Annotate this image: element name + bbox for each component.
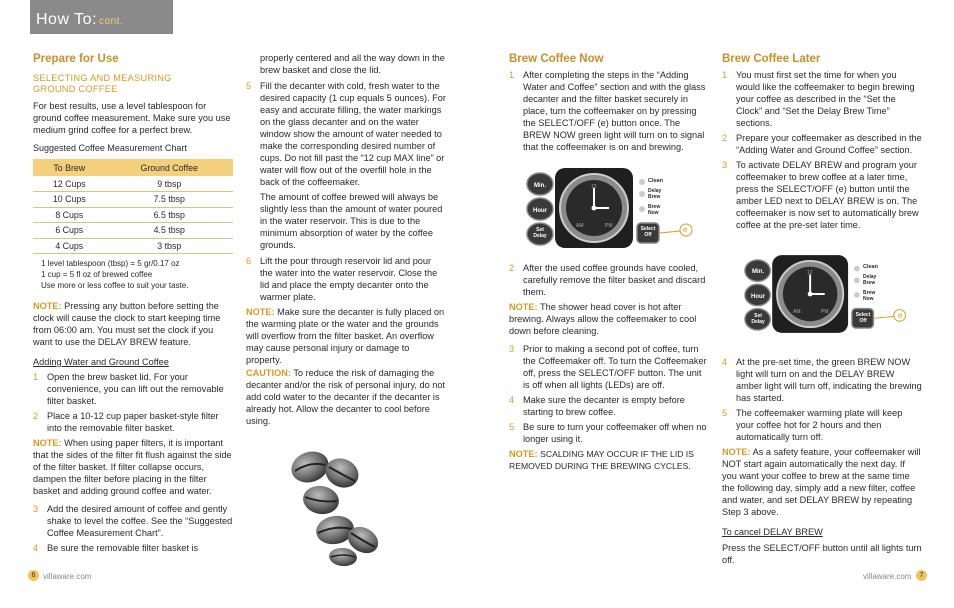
right-column-1 [509, 52, 709, 156]
table-cell: 8 Cups [33, 207, 106, 223]
note-text: As a safety feature, your coffeemaker will NOT start again automatically the next day. If you want your coffee to brew at the same time the following day, simply add a new filter, coffee and water, and set DELAY BREW by repeating Step 3 above. [722, 447, 921, 517]
list-item [509, 421, 709, 445]
step-text: Prior to making a second pot of coffee, turn the Coffeemaker off. To turn the Coffeemaker off, press the SELECT/OFF button. The unit is off when all lights (LEDs) are off. [523, 344, 707, 390]
clock-pm: PM [821, 309, 829, 315]
delay-brew-led-label: Delay Brew [648, 188, 662, 200]
list-item [509, 69, 709, 153]
set-delay-button-label: Set Delay [751, 313, 765, 325]
note-safety [722, 446, 922, 518]
min-button-label: Min. [752, 269, 764, 275]
step-number: 5 [722, 408, 728, 418]
brew-now-led [854, 292, 860, 298]
note-shower-head [509, 301, 709, 337]
step-text: Prepare your coffeemaker as described in the “Adding Water and Ground Coffee” section. [736, 133, 922, 155]
list-item [722, 356, 922, 404]
step-text: Add the desired amount of coffee and gently shake to level the coffee. See the “Suggested Coffee Measurement Chart”. [47, 504, 233, 538]
step-number: 3 [33, 504, 39, 514]
step-number: 5 [509, 422, 515, 432]
table-cell: 3 tbsp [106, 238, 233, 254]
footer-site-left: villaware.com [43, 572, 92, 581]
list-item [246, 255, 446, 303]
step-text: To activate DELAY BREW and program your coffeemaker to brew coffee at a later time, press the SELECT/OFF (e) button until the amber LED next to DELAY BREW is on. The coffeemaker is now set to automatically brew coffee at the pre-set later time. [736, 160, 919, 230]
step-number: 6 [246, 256, 252, 266]
adding-steps-list-2 [33, 503, 233, 554]
chart-title: Suggested Coffee Measurement Chart [33, 143, 187, 153]
caution-decanter [246, 367, 446, 427]
clock-am: AM [576, 223, 584, 229]
table-header-cell: Ground Coffee [106, 159, 233, 176]
min-button-label: Min. [534, 183, 546, 189]
left-column-2 [246, 52, 446, 427]
adding-steps-list [33, 371, 233, 434]
list-item [33, 410, 233, 434]
step-text: Be sure to turn your coffeemaker off when no longer using it. [523, 422, 707, 444]
step-text: Make sure the decanter is empty before starting to brew coffee. [523, 395, 685, 417]
footer-site-right: villaware.com [863, 572, 912, 581]
step-text: Be sure the removable filter basket is [47, 543, 199, 553]
set-delay-button-label: Set Delay [533, 227, 547, 239]
clean-led [639, 179, 645, 185]
coffee-bean [328, 547, 357, 567]
clean-led-label: Clean [863, 264, 878, 270]
table-cell: 6.5 tbsp [106, 207, 233, 223]
step-number: 3 [722, 160, 728, 170]
step-number: 2 [33, 411, 39, 421]
adding-water-title: Adding Water and Ground Coffee [33, 357, 169, 367]
cancel-delay-title: To cancel DELAY BREW [722, 527, 823, 537]
note-text: Pressing any button before setting the clock will cause the clock to start keeping time from 06:00 am. You must set the clock if you want to use the DELAY BREW feature. [33, 301, 221, 347]
hour-button-label: Hour [533, 208, 547, 214]
list-item [722, 407, 922, 443]
right-column-1-bottom [509, 262, 709, 472]
list-item [509, 394, 709, 418]
delay-brew-led [639, 191, 645, 197]
table-cell: 4 Cups [33, 238, 106, 254]
clock-pm: PM [605, 223, 613, 229]
table-row [33, 238, 233, 254]
footnote: 1 cup = 5 fl oz of brewed coffee [41, 270, 153, 279]
step-number: 4 [33, 543, 39, 553]
brew-now-steps [509, 69, 709, 153]
page-number-left: 6 [28, 570, 39, 581]
step-text: You must first set the time for when you would like the coffeemaker to begin brewing your coffee as described in the “Set the Clock” and “Set the Delay Brew Time” sections. [736, 70, 915, 128]
coffee-beans-image [285, 445, 395, 570]
table-cell: 6 Cups [33, 223, 106, 239]
table-row [33, 176, 233, 192]
right-column-2 [722, 52, 922, 234]
table-row [33, 207, 233, 223]
hour-button-label: Hour [751, 294, 765, 300]
brew-now-led-label: Brew Now [648, 204, 661, 216]
delay-brew-led [854, 277, 860, 283]
step-number: 2 [509, 263, 515, 273]
step5-extra: The amount of coffee brewed will always be slightly less than the amount of water poured in the water reservoir. This is due to the minimum absorption of water by the coffee grounds. [260, 192, 443, 250]
list-item [722, 132, 922, 156]
left-column-1 [33, 52, 233, 557]
list-item [33, 371, 233, 407]
clock-am: AM [793, 309, 801, 315]
brew-later-steps [722, 69, 922, 231]
right-column-2-bottom [722, 356, 922, 566]
coffee-bean [301, 483, 341, 517]
note-text: Make sure the decanter is fully placed on the warming plate or the water and the grounds will overflow from the filter basket. An overflow may cause personal injury or damage to property. [246, 307, 445, 365]
list-item [33, 542, 233, 554]
page-banner [30, 0, 173, 34]
step-text: Place a 10-12 cup paper basket-style filter into the removable filter basket. [47, 411, 219, 433]
note-text: The shower head cover is hot after brewing. Always allow the coffeemaker to cool down before cleaning. [509, 302, 697, 336]
step-text: The coffeemaker warming plate will keep your coffee hot for 2 hours and then automatically turn off. [736, 408, 903, 442]
coffee-bean [287, 446, 333, 487]
note-scalding [509, 448, 709, 472]
callout-e: e [898, 311, 903, 320]
list-item [509, 262, 709, 298]
note-clock [33, 300, 233, 348]
step-text: After completing the steps in the “Adding Water and Coffee” section and with the glass decanter and the filter basket securely in place, turn the coffeemaker on by pressing the SELECT/OFF (e) button once. The BREW NOW green light will turn on to signal that the coffeemaker is on and brewing. [523, 70, 706, 152]
clock-twelve: 12 [807, 270, 813, 276]
brew-now-steps-2 [509, 262, 709, 298]
list-item [722, 159, 922, 231]
step-number: 1 [722, 70, 728, 80]
note-label: NOTE: [33, 438, 62, 448]
clock-twelve: 12 [591, 184, 597, 190]
table-row [33, 192, 233, 208]
brew-now-led [639, 206, 645, 212]
control-panel-illustration [743, 254, 923, 334]
step-text: After the used coffee grounds have cooled, carefully remove the filter basket and discard them. [523, 263, 706, 297]
footnote: Use more or less coffee to suit your taste. [41, 281, 189, 290]
table-header-row [33, 159, 233, 176]
section-title-prepare: Prepare for Use [33, 53, 119, 65]
step-number: 5 [246, 81, 252, 91]
table-header-cell: To Brew [33, 159, 106, 176]
note-label: NOTE: [33, 301, 62, 311]
brew-later-steps-2 [722, 356, 922, 443]
list-item [722, 69, 922, 129]
table-cell: 9 tbsp [106, 176, 233, 192]
step-number: 4 [722, 357, 728, 367]
footnote: 1 level tablespoon (tbsp) = 5 gr/0.17 oz [41, 259, 180, 268]
note-decanter [246, 306, 446, 366]
note-label: NOTE: [246, 307, 275, 317]
clean-led [854, 266, 860, 272]
coffee-measurement-table [33, 159, 233, 254]
step-text: At the pre-set time, the green BREW NOW light will turn on and the DELAY BREW amber light will turn off, indicating the brewing has started. [736, 357, 922, 403]
clean-led-label: Clean [648, 178, 663, 184]
step4-continuation: properly centered and all the way down in the brew basket and close the lid. [260, 53, 445, 75]
step-number: 1 [33, 372, 39, 382]
note-label: NOTE: [509, 302, 538, 312]
subheading-selecting: SELECTING AND MEASURING GROUND COFFEE [33, 73, 172, 94]
callout-e: e [683, 225, 688, 234]
list-item [33, 503, 233, 539]
caution-label: CAUTION: [246, 368, 291, 378]
table-footnotes [33, 258, 233, 291]
step-number: 4 [509, 395, 515, 405]
table-cell: 4.5 tbsp [106, 223, 233, 239]
table-row [33, 223, 233, 239]
step-number: 3 [509, 344, 515, 354]
note-label: NOTE: [722, 447, 751, 457]
table-cell: 7.5 tbsp [106, 192, 233, 208]
note-paper-filters [33, 437, 233, 497]
list-item [509, 343, 709, 391]
note-text: SCALDING MAY OCCUR IF THE LID IS REMOVED DURING THE BREWING CYCLES. [509, 449, 694, 471]
page-number-right: 7 [916, 570, 927, 581]
step-text: Lift the pour through reservoir lid and pour the water into the water reservoir. Close the lid and place the empty decanter onto the warmer plate. [260, 256, 438, 302]
intro-paragraph: For best results, use a level tablespoon for ground coffee measurement. Make sure you use medium grind coffee for a perfect brew. [33, 101, 231, 135]
banner-title [36, 11, 123, 31]
step-text: Open the brew basket lid. For your convenience, you can lift out the removable filter basket. [47, 372, 224, 406]
select-off-button-label: Select Off [855, 312, 871, 324]
note-label: NOTE: [509, 449, 538, 459]
control-panel-brew-now [525, 168, 710, 251]
section-title-brew-later: Brew Coffee Later [722, 53, 821, 65]
step-text: Fill the decanter with cold, fresh water to the desired capacity (1 cup equals 5 ounces). For easy and accurate filling, the water markings on the glass decanter and on the water window show the amount of water needed to make the corresponding desired number of cups. Do not fill past the “12 cup MAX line” or water will flow out of the overfill hole in the back of the coffeemaker. [260, 81, 446, 187]
table-cell: 10 Cups [33, 192, 106, 208]
table-cell: 12 Cups [33, 176, 106, 192]
control-panel-illustration [525, 168, 710, 248]
banner-title-suffix: cont. [99, 16, 124, 27]
adding-steps-list-4 [246, 255, 446, 303]
delay-brew-led-label: Delay Brew [863, 274, 877, 286]
note-text: When using paper filters, it is important that the sides of the filter fit flush against the side of the filter basket. If filter collapse occurs, dampen the filter before placing in the filter basket and adding ground coffee and water. [33, 438, 232, 496]
brew-now-steps-3 [509, 343, 709, 445]
select-off-button-label: Select Off [640, 226, 656, 238]
caution-text: To reduce the risk of damaging the decanter and/or the risk of personal injury, do not add cold water to the decanter if the decanter is already hot. Allow the decanter to cool before using. [246, 368, 446, 426]
cancel-delay-text: Press the SELECT/OFF button until all lights turn off. [722, 543, 922, 565]
step-number: 1 [509, 70, 515, 80]
banner-title-text: How To: [36, 11, 98, 28]
list-item [246, 80, 446, 188]
brew-now-led-label: Brew Now [863, 290, 876, 302]
control-panel-brew-later [743, 254, 923, 337]
section-title-brew-now: Brew Coffee Now [509, 53, 604, 65]
adding-steps-list-3 [246, 80, 446, 188]
step-number: 2 [722, 133, 728, 143]
